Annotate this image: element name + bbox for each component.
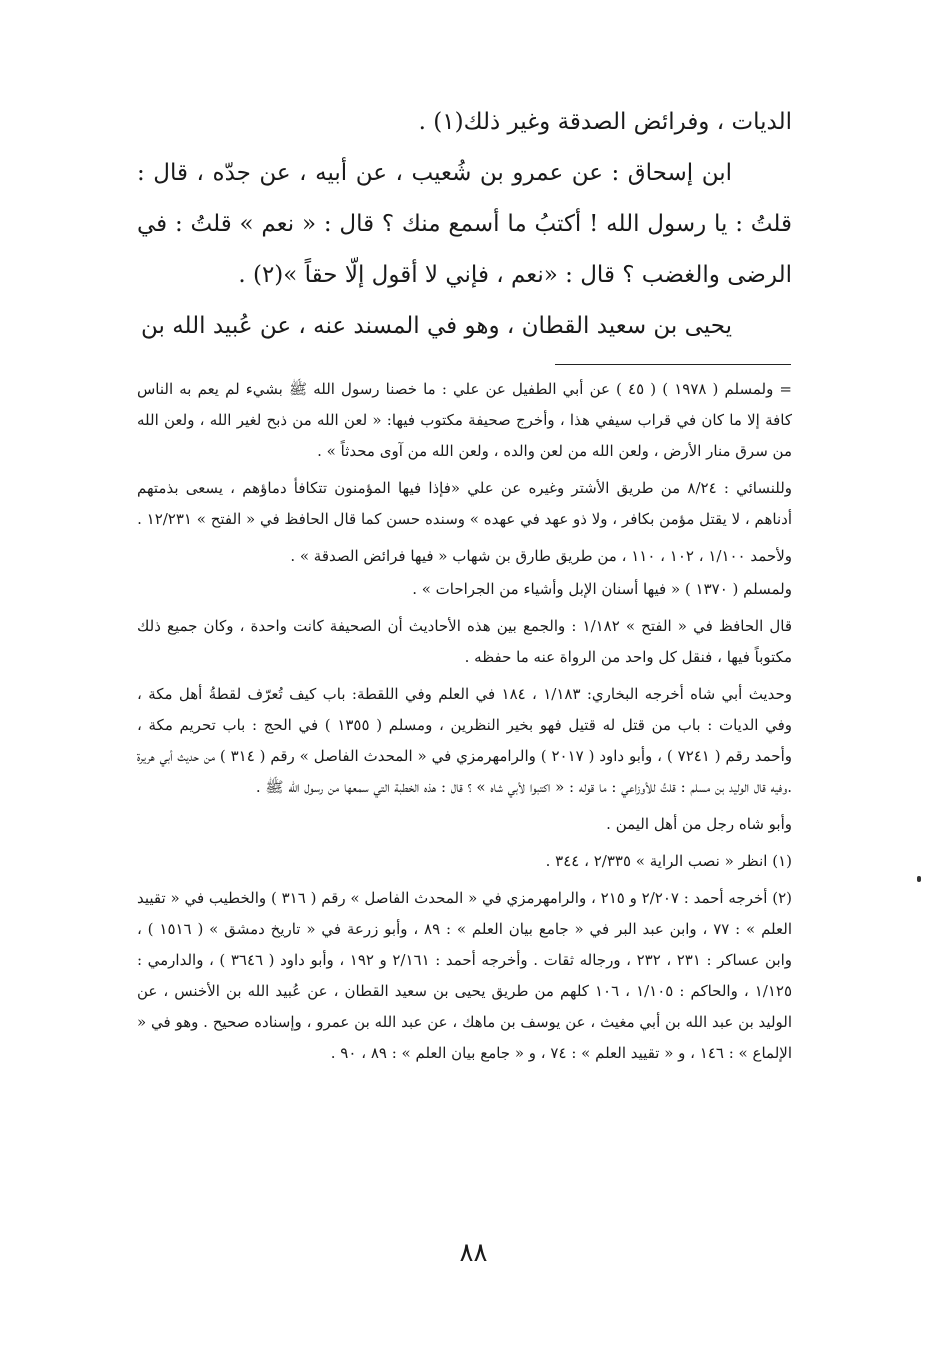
main-paragraph: الديات ، وفرائض الصدقة وغير ذلك(١) . [418,109,792,135]
footnotes [137,374,792,1075]
footnote-paragraph: ولأحمد ١/١٠٠ ، ١٠٢ ، ١١٠ ، من طريق طارق بن شهاب « فيها فرائض الصدقة » . [290,547,792,565]
footnote-paragraph: وأبو شاه رجل من أهل اليمن . [606,815,792,833]
footnote-separator [555,364,791,365]
main-text [137,97,792,352]
scan-speck [917,876,921,882]
page-number: ٨٨ [459,1238,488,1268]
footnote-paragraph: وللنسائي : ٨/٢٤ من طريق الأشتر وغيره عن علي «فإذا فيها المؤمنون تتكافأ دماؤهم ، يسعى بذمتهم أدناهم ، لا يقتل مؤمن بكافر ، ولا ذو عهد في عهده » وسنده حسن كما قال الحافظ في « الفتح » ١٢/٢٣١ . [137,479,793,528]
main-paragraph: ابن إسحاق : عن عمرو بن شُعيب ، عن أبيه ، عن جدّه ، قال : قلتُ : يا رسول الله ! أكتبُ ما أسمع منك ؟ قال : « نعم » قلتُ : في الرضى والغضب ؟ قال : «نعم ، فإني لا أقول إلّا حقاً »(٢) . [137,160,792,288]
footnote-1: (١) انظر « نصب الراية » ٢/٣٣٥ ، ٣٤٤ . [545,852,792,870]
footnote-paragraph: وحديث أبي شاه أخرجه البخاري: ١/١٨٣ ، ١٨٤ في العلم وفي اللقطة: باب كيف تُعرّف لقطةُ أهل مكة ، وفي الديات : باب من قتل له قتيل فهو بخير النظرين ، ومسلم ( ١٣٥٥ ) في الحج : باب تحريم مكة ، وأحمد رقم ( ٧٢٤١ ) ، وأبو داود ( ٢٠١٧ ) والرامهرمزي في « المحدث الفاصل » رقم ( ٣١٤ ) من حديث أبي هريرة .وفيه قال الوليد بن مسلم : قلتُ للأوزاعي : ما قوله : « اكتبوا لأبي شاه » ؟ قال : هذه الخطبة التي سمعها من رسول الله ﷺ . [137,685,793,796]
main-paragraph: يحيى بن سعيد القطان ، وهو في المسند عنه ، عن عُبيد الله بن [140,313,732,339]
footnote-paragraph: قال الحافظ في « الفتح » ١/١٨٢ : والجمع بين هذه الأحاديث أن الصحيفة كانت واحدة ، وكان جميع ذلك مكتوباً فيها ، فنقل كل واحد من الرواة عنه ما حفظه . [137,617,792,666]
footnote-2: (٢) أخرجه أحمد : ٢/٢٠٧ و ٢١٥ ، والرامهرمزي في « المحدث الفاصل » رقم ( ٣١٦ ) والخطيب في « تقييد العلم » : ٧٧ ، وابن عبد البر في « جامع بيان العلم » : ٨٩ ، وأبو زرعة في « تاريخ دمشق » ( ١٥١٦ ) ، وابن عساكر : ٢٣١ ، ٢٣٢ ، ورجاله ثقات . وأخرجه أحمد : ٢/١٦١ و ١٩٢ ، وأبو داود ( ٣٦٤٦ ) ، والدارمي : ١/١٢٥ ، والحاكم : ١/١٠٥ ، ١٠٦ كلهم من طريق يحيى بن سعيد القطان ، عن عُبيد الله بن الأخنس ، عن الوليد بن عبد الله بن أبي مغيث ، عن يوسف بن ماهك ، عن عبد الله بن عمرو ، وإسناده صحيح . وهو في « الإلماع » : ١٤٦ ، و « تقييد العلم » : ٧٤ ، و « جامع بيان العلم » : ٨٩ ، ٩٠ . [137,889,793,1062]
footnote-paragraph: ولمسلم ( ١٣٧٠ ) « فيها أسنان الإبل وأشياء من الجراحات » . [412,580,792,598]
footnote-paragraph: = ولمسلم ( ١٩٧٨ ) ( ٤٥ ) عن أبي الطفيل عن علي : ما خصنا رسول الله ﷺ بشيء لم يعم به الناس كافة إلا ما كان في قراب سيفي هذا ، وأخرج صحيفة مكتوب فيها: « لعن الله من ذبح لغير الله ، ولعن الله من سرق منار الأرض ، ولعن الله من لعن والده ، ولعن الله من آوى محدثاً » . [137,380,793,460]
